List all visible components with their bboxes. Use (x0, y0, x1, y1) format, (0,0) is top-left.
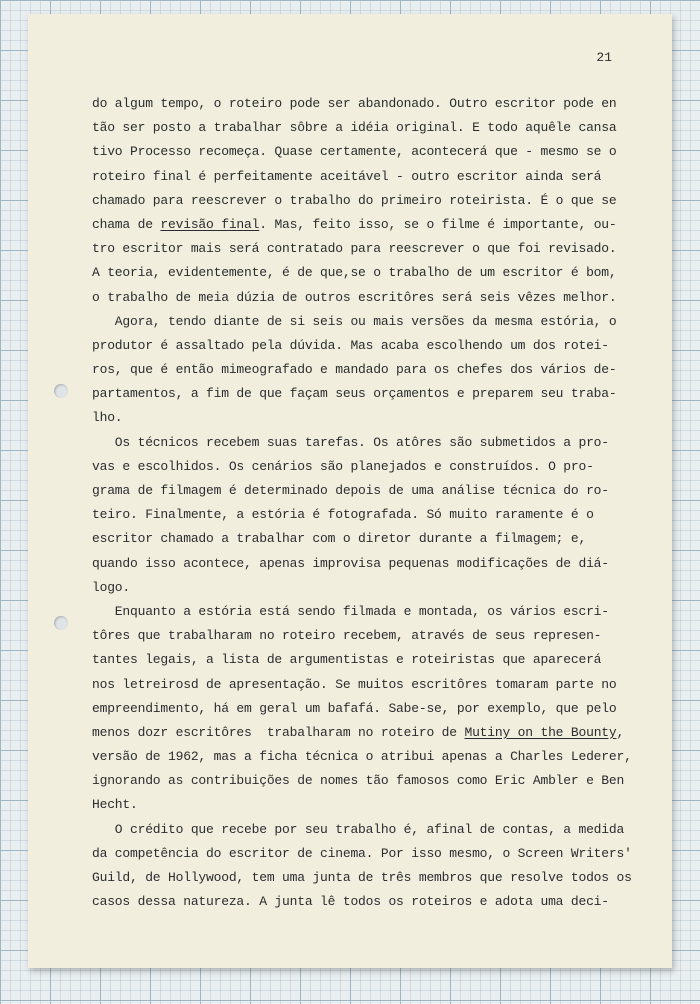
text-line: casos dessa natureza. A junta lê todos os roteiros e adota uma deci- (92, 894, 609, 910)
text-line: Agora, tendo diante de si seis ou mais versões da mesma estória, o (92, 313, 617, 329)
page-number: 21 (596, 50, 612, 65)
text-line: tão ser posto a trabalhar sôbre a idéia original. E todo aquêle cansa (92, 120, 617, 136)
text-line: produtor é assaltado pela dúvida. Mas acaba escolhendo um dos rotei- (92, 337, 609, 353)
text-line: da competência do escritor de cinema. Por isso mesmo, o Screen Writers' (92, 845, 632, 861)
underlined-phrase: revisão final (160, 216, 260, 232)
text-line: Enquanto a estória está sendo filmada e montada, os vários escri- (92, 603, 609, 619)
typewritten-page (28, 14, 672, 968)
text-line-underlined-revisao-final: chama de revisão final. Mas, feito isso, se o filme é importante, ou- (92, 216, 617, 232)
text-line: tivo Processo recomeça. Quase certamente, acontecerá que - mesmo se o (92, 144, 617, 160)
text-line: nos letreirosd de apresentação. Se muitos escritôres tomaram parte no (92, 676, 617, 692)
text-line: tro escritor mais será contratado para reescrever o que foi revisado. (92, 241, 617, 257)
text-line: Os técnicos recebem suas tarefas. Os atôres são submetidos a pro- (92, 434, 609, 450)
text-line: chamado para reescrever o trabalho do primeiro roteirista. É o que se (92, 192, 617, 208)
text-line: quando isso acontece, apenas improvisa pequenas modificações de diá- (92, 555, 609, 571)
text-line: logo. (92, 579, 131, 595)
text-line: lho. (92, 410, 123, 426)
text-line: do algum tempo, o roteiro pode ser abandonado. Outro escritor pode en (92, 96, 617, 111)
text-line: o trabalho de meia dúzia de outros escritôres será seis vêzes melhor. (92, 289, 617, 305)
text-line: O crédito que recebe por seu trabalho é, afinal de contas, a medida (92, 821, 625, 837)
text-line: tantes legais, a lista de argumentistas e roteiristas que aparecerá (92, 652, 602, 668)
text-line: teiro. Finalmente, a estória é fotografada. Só muito raramente é o (92, 507, 594, 523)
text-line: tôres que trabalharam no roteiro recebem, através de seus represen- (92, 628, 602, 644)
text-line: Guild, de Hollywood, tem uma junta de três membros que resolve todos os (92, 870, 632, 885)
punch-hole (54, 384, 68, 398)
text-line: escritor chamado a trabalhar com o diretor durante a filmagem; e, (92, 531, 587, 547)
text-line: versão de 1962, mas a ficha técnica o atribui apenas a Charles Lederer, (92, 749, 632, 765)
text-line: A teoria, evidentemente, é de que,se o trabalho de um escritor é bom, (92, 265, 617, 281)
underlined-phrase: Mutiny on the Bounty (464, 724, 617, 740)
text-line: grama de filmagem é determinado depois de uma análise técnica do ro- (92, 483, 609, 498)
punch-hole (54, 616, 68, 630)
text-line: partamentos, a fim de que façam seus orçamentos e preparem seu traba- (92, 386, 617, 402)
text-line: roteiro final é perfeitamente aceitável - outro escritor ainda será (92, 168, 602, 184)
text-line: ros, que é então mimeografado e mandado para os chefes dos vários de- (92, 362, 617, 378)
text-line-underlined-mutiny: menos dozr escritôres trabalharam no roteiro de Mutiny on the Bounty, (92, 724, 625, 740)
text-line: empreendimento, há em geral um bafafá. Sabe-se, por exemplo, que pelo (92, 700, 617, 716)
text-line: vas e escolhidos. Os cenários são planejados e construídos. O pro- (92, 458, 594, 474)
body-text (92, 92, 652, 914)
text-line: Hecht. (92, 797, 138, 813)
text-line: ignorando as contribuições de nomes tão famosos como Eric Ambler e Ben (92, 773, 625, 789)
